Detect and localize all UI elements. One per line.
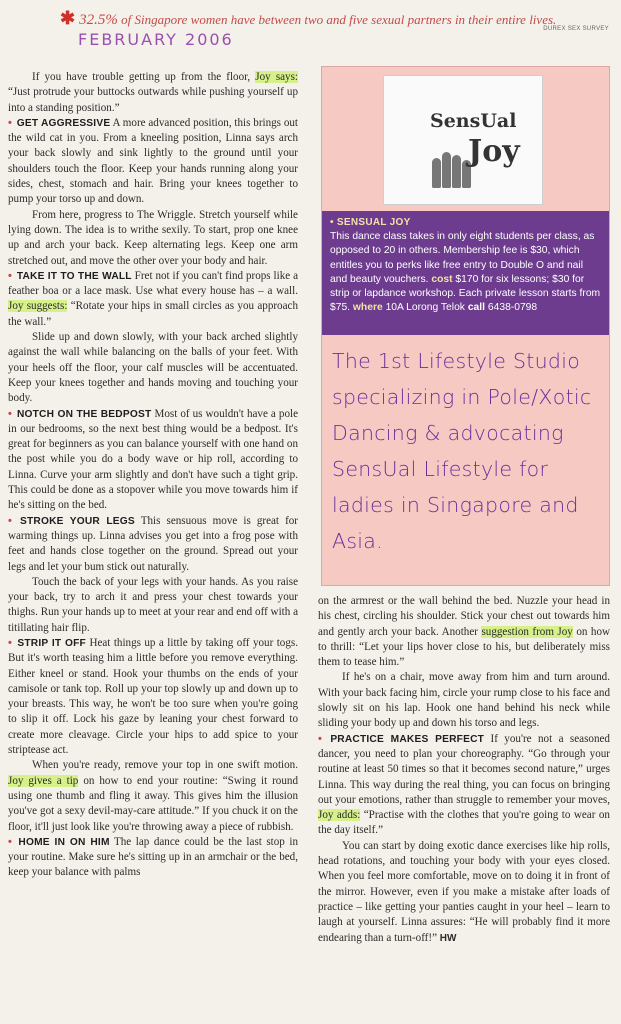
section-get-aggressive: • GET AGGRESSIVE A more advanced position, this brings out the wild cat in you. From a kneeling position, Linna says arch your back slowly and sink lightly to the ground until your shoulders touch the floor. Keep your hands running along your sides, chest, stomach and hair. Bring your knees together to pump your torso up and down.: [8, 116, 298, 206]
paragraph: You can start by doing exotic dance exercises like hip rolls, head rotations, and touching your body with your eyes closed. When you feel more comfortable, move on to doing it in front of the mirror. However, even if you make a mistake after loads of practice – like getting your panties caught in your heel – learn to laugh at yourself. Linna assures: “He will probably find it more endearing than a turn-off!” HW: [318, 839, 610, 944]
section-practice-makes-perfect: • PRACTICE MAKES PERFECT If you're not a seasoned dancer, you need to plan your choreography. “Go through your routine at least 50 times so that it becomes second nature,” urges Linna. This way during the real thing, you can focus on bringing out your emotions, rather than struggle to remember your moves, Joy adds: “Practise with the clothes that you're going to wear on the day itself.”: [318, 732, 610, 837]
sensual-joy-logo: [383, 75, 543, 205]
logo-joy-text: Joy: [468, 134, 520, 169]
section-strip-it-off: • STRIP IT OFF Heat things up a little by taking off your togs. But it's worth teasing him a little before you remove everything. Either kneel or stand. Hook your thumbs on the ends of your camisole or tank top. Roll up your top slowly up and down up to your breasts. This way, he won't be too sure when you're going to slip it off. Lock his gaze by leaning your chest forward to create more cleavage. Circle your hips to add spice to your striptease act.: [8, 636, 298, 757]
highlight: Joy adds:: [318, 809, 361, 822]
call-label: call: [467, 302, 486, 314]
bullet-icon: •: [318, 732, 322, 745]
section-take-it-to-the-wall: • TAKE IT TO THE WALL Fret not if you can't find props like a feather boa or a lace mask. Use what every house has – a wall. Joy suggests: “Rotate your hips in small circles as you approach the wall.”: [8, 269, 299, 328]
section-heading: STROKE YOUR LEGS: [19, 515, 135, 527]
stat-text: of Singapore women have between two and five sexual partners in their entire lives.: [121, 12, 557, 27]
bullet-icon: •: [8, 116, 12, 129]
bullet-icon: •: [8, 514, 12, 527]
section-heading: HOME IN ON HIM: [18, 836, 110, 848]
cost-label: cost: [431, 273, 453, 285]
article-right-column: [318, 594, 610, 946]
section-home-in-on-him: • HOME IN ON HIM The lap dance could be the last stop in your routine. Make sure he's sitting up in an armchair or the bed, keep your balance with palms: [8, 835, 298, 879]
paragraph: From here, progress to The Wriggle. Stretch yourself while lying down. The idea is to writhe sexily. To start, prop one knee up and arch your back. Keep alternating legs. Keep one arm stretched out, and move the other over your body and hair.: [8, 208, 298, 267]
bullet-icon: •: [8, 269, 12, 282]
handwritten-date: FEBRUARY 2006: [78, 30, 234, 49]
highlight: Joy says:: [255, 71, 299, 83]
article-left-column: [8, 70, 298, 881]
dancers-icon: [432, 140, 472, 188]
paragraph: Slide up and down slowly, with your back arched slightly against the wall while balancing on the balls of your feet. With your heels off the floor, your calf muscles will be accentuated. Keep your knees together and hands moving and touching your body.: [8, 331, 298, 405]
header-stat: [60, 8, 616, 29]
paragraph: on the armrest or the wall behind the bed. Nuzzle your head in his chest, circling his shoulder. Stick your chest out towards him and gently arch your back. Another suggestion from Joy on how to thrill: “Let your lips hover close to his, but deliberately miss them to tease him.”: [318, 595, 610, 669]
paragraph: Touch the back of your legs with your hands. As you raise your back, try to arch it and press your chest towards your thighs. Run your hands up to meet at your rear and end off with a titillating hair flip.: [8, 575, 298, 634]
section-heading: PRACTICE MAKES PERFECT: [330, 733, 485, 745]
section-stroke-your-legs: • STROKE YOUR LEGS This sensuous move is great for warming things up. Linna advises you get into a frog pose with feet and hands close together on the ground. Spread out your legs and let your bum stick out naturally.: [8, 514, 298, 573]
stat-number: 32.5%: [79, 12, 118, 28]
bullet-icon: •: [8, 835, 12, 848]
section-notch-on-the-bedpost: • NOTCH ON THE BEDPOST Most of us wouldn't have a pole in our bedrooms, so the next best thing would be a bedpost. It's great for beginners as you can balance yourself with one hand on the post while you do a body wave or hip roll, according to Linna. Curve your arm slightly and don't have such a tight grip. This could be done as a stopover while you move towards him if he's sitting on the bed.: [8, 407, 299, 512]
highlight: Joy suggests:: [8, 300, 68, 313]
handwritten-note: The 1st Lifestyle Studio specializing in Pole/Xotic Dancing & advocating SensUal Lifestyle for ladies in Singapore and Asia.: [332, 349, 592, 553]
section-heading: NOTCH ON THE BEDPOST: [16, 408, 152, 420]
section-heading: GET AGGRESSIVE: [16, 117, 111, 129]
section-heading: STRIP IT OFF: [17, 637, 86, 649]
logo-text: SensUal: [430, 110, 517, 132]
asterisk-icon: ✱: [60, 8, 76, 28]
sensual-joy-sidebar: [321, 66, 610, 586]
sidebar-info: • SENSUAL JOY This dance class takes in only eight students per class, as opposed to 20 in others. Membership fee is $30, which entitles you to perks like free entry to Double O and nail and beauty vouchers. cost $170 for six lessons; $30 for strip or lapdance workshop. Each private lesson starts from $75. where 10A Lorong Telok call 6438-0798: [322, 211, 609, 335]
where-label: where: [352, 302, 383, 314]
paragraph: If you have trouble getting up from the floor, Joy says: “Just protrude your buttocks outwards while pushing yourself up into a standing position.”: [8, 71, 299, 114]
sidebar-heading: • SENSUAL JOY: [330, 217, 411, 228]
highlight: suggestion from Joy: [481, 625, 573, 638]
section-heading: TAKE IT TO THE WALL: [16, 270, 132, 282]
paragraph: When you're ready, remove your top in one swift motion. Joy gives a tip on how to end your routine: “Swing it round using one thumb and fling it away. This gives him the illusion you've got a sexy devil-may-care attitude.” If you chuck it on the floor, it'll just look like you're throwing away a piece of rubbish.: [8, 759, 298, 833]
highlight: Joy gives a tip: [8, 774, 79, 787]
bullet-icon: •: [8, 407, 12, 420]
stat-source: DUREX SEX SURVEY: [543, 26, 609, 32]
paragraph: If he's on a chair, move away from him and turn around. With your back facing him, circle your rump close to his face and slowly sit on his lap. Hook one hand behind his neck while sliding your body up and down his torso and legs.: [318, 671, 610, 730]
bullet-icon: •: [8, 636, 12, 649]
byline: HW: [439, 932, 457, 944]
